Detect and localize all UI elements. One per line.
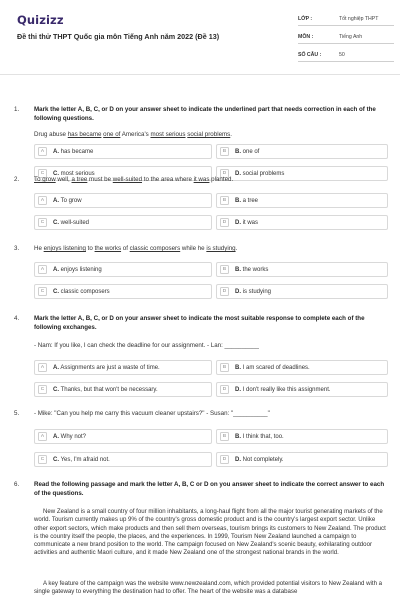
option-b[interactable]	[216, 429, 388, 444]
sentence-text: America's	[120, 131, 151, 138]
question-text	[34, 245, 237, 254]
option-d[interactable]	[216, 452, 388, 467]
info-box	[298, 12, 394, 66]
sentence-text: to the area where	[142, 176, 194, 183]
question-instruction: Mark the letter A, B, C, or D on your answer sheet to indicate the most suitable response to complete each of the following exchanges.	[34, 315, 365, 331]
option-letter: C	[38, 218, 47, 227]
question-number: 1.	[14, 106, 20, 113]
option-b[interactable]	[216, 193, 388, 208]
option-d[interactable]	[216, 215, 388, 230]
info-row-class	[298, 12, 394, 26]
question-text	[34, 131, 232, 140]
option-text: A. enjoys listening	[53, 266, 102, 273]
underlined-part: To grow	[34, 176, 56, 183]
option-a[interactable]	[34, 360, 212, 375]
option-letter: B	[220, 432, 229, 441]
passage-paragraph-1: New Zealand is a small country of four million inhabitants, a long-haul flight from all the major tourist generating markets of the world. Tourism currently makes up 9% of the country's gross domestic product and is the country's largest export sector. Unlike other export sectors, which make products and then sell them overseas, tourism brings its customers to New Zealand. The product is the country itself the people, the places, and the experiences. In 1999, Tourism New Zealand launched a campaign to communicate a new brand position to the world. The campaign focused on New Zealand's scenic beauty, exhilarating outdoor activities and authentic Maori culture, and it made New Zealand one of the strongest national brands in the world.	[34, 508, 386, 557]
underlined-part: social problems	[187, 131, 231, 138]
sentence-text: .	[235, 245, 238, 252]
option-text: C. Yes, I'm afraid not.	[53, 456, 110, 463]
info-value: 50	[339, 51, 345, 58]
option-text: A. Assignments are just a waste of time.	[53, 364, 160, 371]
option-c[interactable]	[34, 284, 212, 299]
info-value: Tốt nghiệp THPT	[339, 15, 379, 22]
option-letter: A	[38, 363, 47, 372]
option-b[interactable]	[216, 144, 388, 159]
option-text: B. I am scared of deadlines.	[235, 364, 310, 371]
sentence-text: - Mike: "Can you help me carry this vacuum cleaner upstairs?" - Susan: "__________"	[34, 410, 270, 417]
option-letter: B	[220, 147, 229, 156]
question-number: 5.	[14, 410, 20, 417]
question-2	[14, 176, 390, 230]
info-row-subject	[298, 30, 394, 44]
question-text	[34, 410, 270, 419]
option-letter: C	[38, 169, 47, 178]
option-letter: C	[38, 287, 47, 296]
option-text: C. well-suited	[53, 219, 90, 226]
quizizz-logo: Quizizz	[17, 13, 64, 27]
question-3	[14, 245, 390, 299]
question-text	[34, 176, 233, 185]
sentence-text: well,	[55, 176, 72, 183]
option-text: D. it was	[235, 219, 259, 226]
underlined-part: has became	[67, 131, 102, 138]
option-c[interactable]	[34, 452, 212, 467]
option-a[interactable]	[34, 144, 212, 159]
passage-paragraph-2: A key feature of the campaign was the website www.newzealand.com, which provided potential visitors to New Zealand with a single gateway to everything the destination had to offer. The heart of the website was a database	[34, 580, 383, 596]
info-row-count	[298, 48, 394, 62]
sentence-text: .	[230, 131, 232, 138]
sentence-text: to	[85, 245, 95, 252]
option-b[interactable]	[216, 262, 388, 277]
underlined-part: enjoys listening	[43, 245, 86, 252]
option-letter: D	[220, 218, 229, 227]
underlined-part: one of	[103, 131, 121, 138]
option-text: D. Not completely.	[235, 456, 284, 463]
underlined-part: most serious	[150, 131, 186, 138]
option-letter: A	[38, 147, 47, 156]
question-6	[14, 481, 390, 501]
sentence-text: He	[34, 245, 44, 252]
option-letter: D	[220, 455, 229, 464]
info-label: MÔN :	[298, 33, 314, 40]
question-instruction: Read the following passage and mark the letter A, B, C or D on you answer sheet to indicate the correct answer to each of the questions.	[34, 481, 385, 497]
option-d[interactable]	[216, 382, 388, 397]
option-letter: D	[220, 287, 229, 296]
question-number: 6.	[14, 481, 20, 488]
question-number: 4.	[14, 315, 20, 322]
option-b[interactable]	[216, 360, 388, 375]
page-title: Đề thi thử THPT Quốc gia môn Tiếng Anh năm 2022 (Đề 13)	[17, 32, 220, 41]
sentence-text: must be	[87, 176, 113, 183]
option-letter: A	[38, 196, 47, 205]
option-letter: A	[38, 432, 47, 441]
sentence-text: of	[121, 245, 130, 252]
option-text: C. classic composers	[53, 288, 110, 295]
option-a[interactable]	[34, 193, 212, 208]
option-text: B. I think that, too.	[235, 433, 284, 440]
option-letter: D	[220, 385, 229, 394]
option-text: A. To grow	[53, 197, 82, 204]
info-label: LỚP :	[298, 15, 313, 22]
sentence-text: - Nam: If you like, I can check the deadline for our assignment. - Lan: __________	[34, 342, 259, 349]
option-c[interactable]	[34, 382, 212, 397]
option-letter: B	[220, 196, 229, 205]
underlined-part: the works	[94, 245, 122, 252]
option-text: B. a tree	[235, 197, 259, 204]
underlined-part: classic composers	[129, 245, 181, 252]
info-value: Tiếng Anh	[339, 33, 363, 40]
underlined-part: a tree	[71, 176, 88, 183]
option-text: D. social problems	[235, 170, 285, 177]
option-text: B. the works	[235, 266, 269, 273]
info-label: SỐ CÂU :	[298, 51, 322, 58]
option-text: B. one of	[235, 148, 260, 155]
sentence-text: planted.	[209, 176, 234, 183]
question-instruction: Mark the letter A, B, C, or D on your answer sheet to indicate the underlined part that needs correction in each of the following questions.	[34, 106, 376, 122]
option-text: D. I don't really like this assignment.	[235, 386, 331, 393]
option-text: C. most serious	[53, 170, 95, 177]
document-header	[0, 0, 400, 66]
option-letter: A	[38, 265, 47, 274]
question-text	[34, 342, 259, 351]
underlined-part: well-suited	[112, 176, 143, 183]
option-d[interactable]	[216, 284, 388, 299]
question-1	[14, 106, 390, 177]
option-text: C. Thanks, but that won't be necessary.	[53, 386, 158, 393]
header-divider	[0, 74, 400, 75]
option-text: D. is studying	[235, 288, 272, 295]
question-number: 2.	[14, 176, 20, 183]
option-letter: B	[220, 363, 229, 372]
option-letter: C	[38, 455, 47, 464]
sentence-text: while he	[180, 245, 207, 252]
question-number: 3.	[14, 245, 20, 252]
sentence-text: Drug abuse	[34, 131, 68, 138]
option-text: A. has became	[53, 148, 94, 155]
question-5	[14, 410, 390, 464]
underlined-part: is studying	[206, 245, 236, 252]
question-4	[14, 315, 390, 397]
option-letter: B	[220, 265, 229, 274]
option-a[interactable]	[34, 429, 212, 444]
underlined-part: it was	[193, 176, 210, 183]
option-text: A. Why not?	[53, 433, 87, 440]
option-c[interactable]	[34, 215, 212, 230]
option-letter: D	[220, 169, 229, 178]
option-letter: C	[38, 385, 47, 394]
option-a[interactable]	[34, 262, 212, 277]
